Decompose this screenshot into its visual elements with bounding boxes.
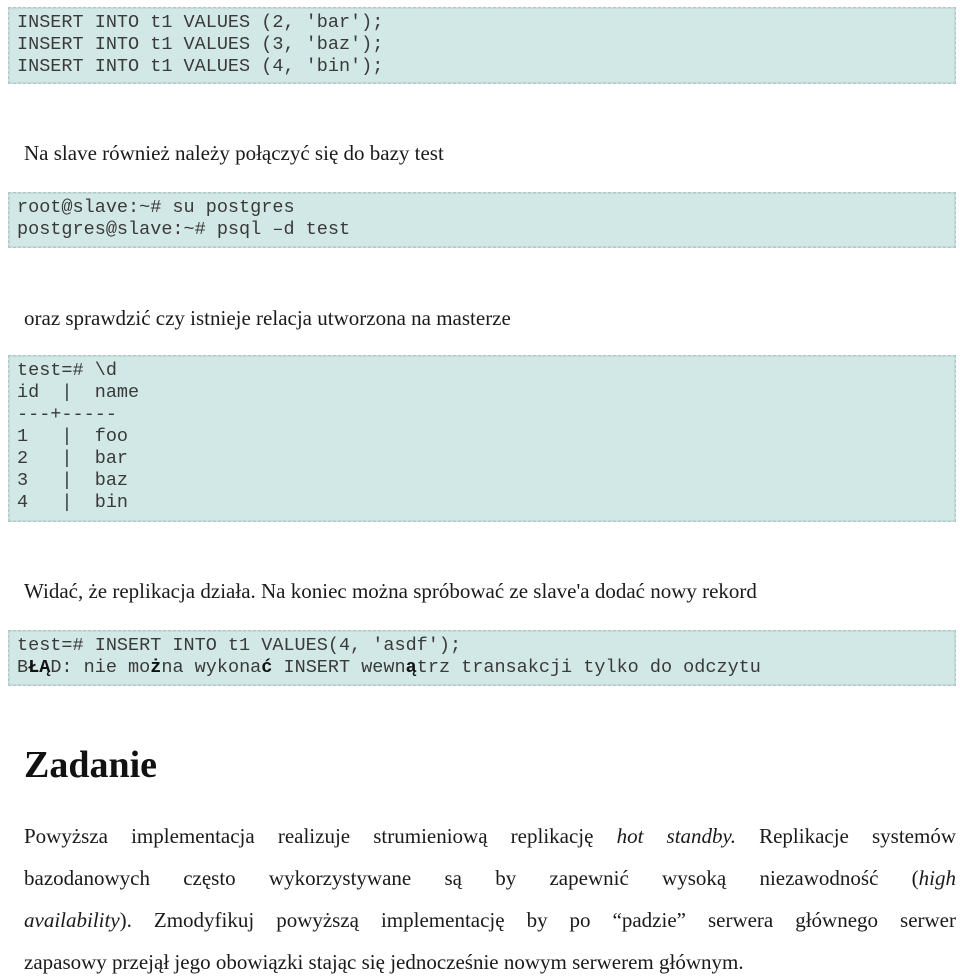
- task-text: Powyższa implementacja realizuje strumieniową replikację: [24, 824, 617, 848]
- code-text: INSERT wewn: [272, 657, 406, 678]
- code-text: B: [17, 657, 29, 678]
- code-line: INSERT INTO t1 VALUES (2, 'bar');: [17, 12, 384, 33]
- task-line: [24, 864, 956, 892]
- task-line: [24, 822, 956, 850]
- code-line: INSERT INTO t1 VALUES (3, 'baz');: [17, 34, 384, 55]
- code-line: ---+-----: [17, 404, 117, 425]
- paragraph-connect-slave: Na slave również należy połączyć się do bazy test: [24, 141, 444, 165]
- code-text-bold: ż: [150, 657, 162, 678]
- task-line: [24, 948, 956, 976]
- task-text-italic: high: [918, 866, 956, 890]
- code-line-error: [17, 657, 955, 679]
- code-text-bold: ą: [405, 657, 417, 678]
- code-text: D: nie mo: [50, 657, 151, 678]
- task-text-italic: availability: [24, 908, 120, 932]
- code-text-bold: ŁĄ: [28, 657, 51, 678]
- task-line: [24, 906, 956, 934]
- code-line: 1 | foo: [17, 426, 129, 447]
- code-block-inserts: [8, 7, 956, 84]
- paragraph-check-relation: oraz sprawdzić czy istnieje relacja utworzona na masterze: [24, 306, 511, 330]
- task-text: Replikacje systemów: [735, 824, 956, 848]
- task-text: bazodanowych często wykorzystywane są by zapewnić wysoką niezawodność (: [24, 866, 919, 890]
- code-line: 3 | baz: [17, 470, 129, 491]
- code-text: trz transakcji tylko do odczytu: [416, 657, 761, 678]
- code-line: INSERT INTO t1 VALUES (4, 'bin');: [17, 56, 384, 77]
- code-line: id | name: [17, 382, 140, 403]
- code-line: test=# INSERT INTO t1 VALUES(4, 'asdf');: [17, 635, 462, 656]
- code-line: 4 | bin: [17, 492, 129, 513]
- task-text-italic: hot standby.: [616, 824, 736, 848]
- section-heading: Zadanie: [24, 744, 158, 786]
- code-line: root@slave:~# su postgres: [17, 197, 295, 218]
- task-text: ). Zmodyfikuj powyższą implementację by po “padzie” serwera głównego serwer: [119, 908, 956, 932]
- code-block-error: [8, 630, 956, 686]
- code-block-query-result: [8, 355, 956, 522]
- code-line: 2 | bar: [17, 448, 129, 469]
- code-line: postgres@slave:~# psql –d test: [17, 219, 351, 240]
- task-text: zapasowy przejął jego obowiązki stając się jednocześnie nowym serwerem głównym.: [24, 950, 744, 974]
- code-text: na wykona: [161, 657, 262, 678]
- code-line: test=# \d: [17, 360, 117, 381]
- paragraph-replication-works: Widać, że replikacja działa. Na koniec można spróbować ze slave'a dodać nowy rekord: [24, 579, 757, 603]
- code-text-bold: ć: [261, 657, 273, 678]
- code-block-shell: [8, 192, 956, 248]
